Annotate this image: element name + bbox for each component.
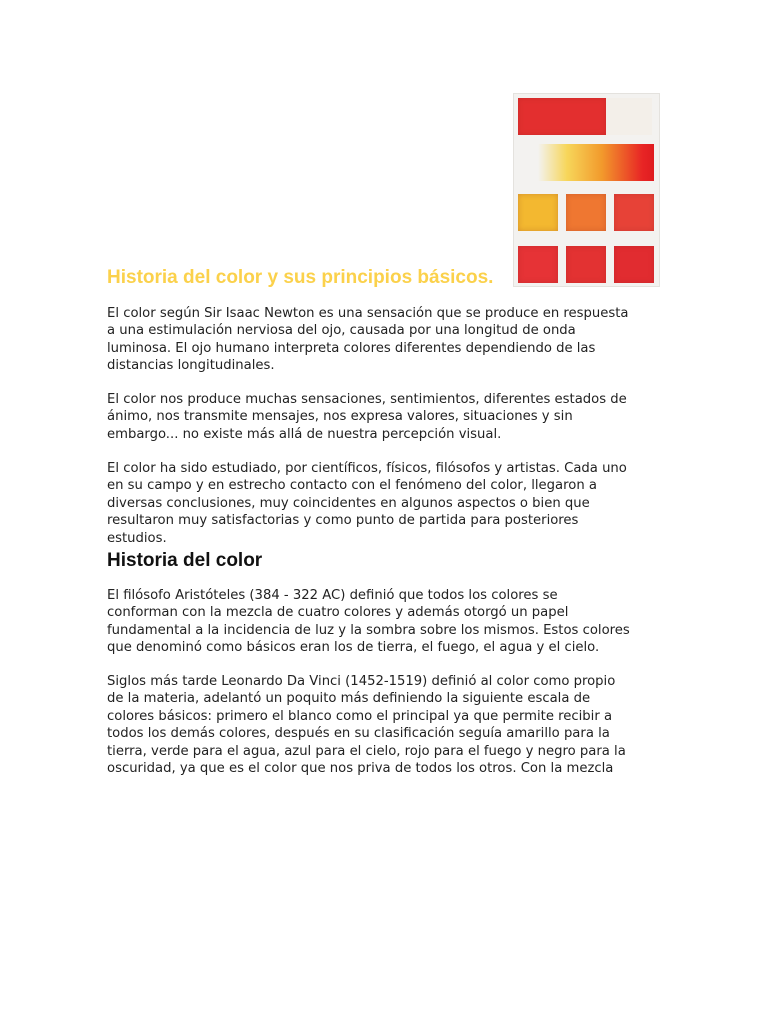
paragraph-line: luminosa. El ojo humano interpreta colores diferentes dependiendo de las (107, 340, 596, 356)
swatch-red-wide (518, 98, 606, 135)
paragraph-line: El color nos produce muchas sensaciones, sentimientos, diferentes estados de (107, 392, 627, 407)
color-swatches-image (513, 93, 660, 287)
swatch-red-1 (518, 246, 558, 283)
paragraph-line: ánimo, nos transmite mensajes, nos expresa valores, situaciones y sin (107, 409, 573, 425)
paragraph-line: resultaron muy satisfactorias y como punto de partida para posteriores (107, 513, 579, 529)
swatch-red-3 (614, 246, 654, 283)
paragraph-line: embargo... no existe más allá de nuestra percepción visual. (107, 426, 502, 442)
swatch-orange (566, 194, 606, 231)
paragraph-line: en su campo y en estrecho contacto con el fenómeno del color, llegaron a (107, 478, 597, 494)
paragraph-line: conforman con la mezcla de cuatro colores y además otorgó un papel (107, 605, 569, 621)
swatch-blank (606, 98, 652, 135)
paragraph-line: El color según Sir Isaac Newton es una sensación que se produce en respuesta (107, 306, 629, 321)
swatch-red-orange (614, 194, 654, 231)
swatch-red-2 (566, 246, 606, 283)
section-heading: Historia del color (107, 550, 263, 571)
paragraph (107, 587, 667, 657)
paragraph-line: Siglos más tarde Leonardo Da Vinci (1452-1519) definió al color como propio (107, 674, 616, 689)
paragraph-line: tierra, verde para el agua, azul para el cielo, rojo para el fuego y negro para la (107, 743, 626, 759)
paragraph-line: todos los demás colores, después en su clasificación seguía amarillo para la (107, 726, 610, 742)
page-title: Historia del color y sus principios básicos. (107, 267, 494, 288)
paragraph-line: oscuridad, ya que es el color que nos priva de todos los otros. Con la mezcla (107, 761, 614, 777)
paragraph-line: El color ha sido estudiado, por científicos, físicos, filósofos y artistas. Cada uno (107, 461, 627, 476)
paragraph-line: a una estimulación nerviosa del ojo, causada por una longitud de onda (107, 323, 576, 339)
paragraph (107, 460, 667, 547)
paragraph (107, 673, 667, 777)
paragraph-line: diversas conclusiones, muy coincidentes en algunos aspectos o bien que (107, 495, 590, 511)
paragraph-line: que denominó como básicos eran los de tierra, el fuego, el agua y el cielo. (107, 640, 600, 656)
paragraph-line: fundamental a la incidencia de luz y la sombra sobre los mismos. Estos colores (107, 622, 630, 638)
paragraph (107, 305, 667, 375)
paragraph-line: de la materia, adelantó un poquito más definiendo la siguiente escala de (107, 691, 591, 707)
paragraph-line: colores básicos: primero el blanco como el principal ya que permite recibir a (107, 708, 613, 724)
paragraph-line: distancias longitudinales. (107, 358, 275, 374)
swatch-gradient (538, 144, 654, 181)
swatch-yellow (518, 194, 558, 231)
paragraph-line: estudios. (107, 530, 167, 546)
paragraph (107, 391, 667, 443)
paragraph-line: El filósofo Aristóteles (384 - 322 AC) definió que todos los colores se (107, 588, 558, 603)
